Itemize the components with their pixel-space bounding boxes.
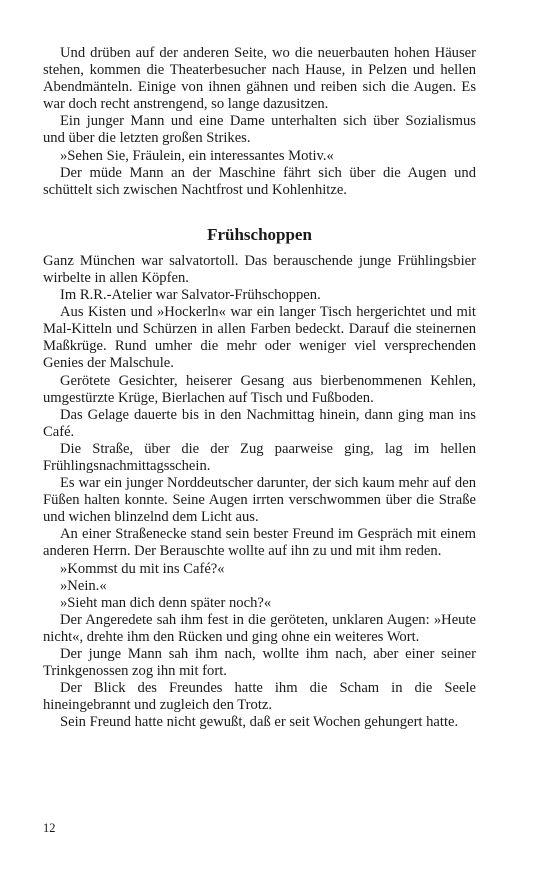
paragraph: Sein Freund hatte nicht gewußt, daß er seit Wochen gehungert hatte. — [60, 714, 459, 731]
paragraph: Der müde Mann an der Maschine fährt sich über die Augen und schüttelt sich zwischen Nachtfrost und Kohlenhitze. — [43, 164, 476, 198]
paragraph: Der Blick des Freundes hatte ihm die Scham in die Seele hineingebrannt und zugleich den Trotz. — [43, 680, 476, 714]
paragraph: »Sehen Sie, Fräulein, ein interessantes Motiv.« — [60, 147, 334, 164]
paragraph: Und drüben auf der anderen Seite, wo die neuerbauten hohen Häuser stehen, kommen die Theaterbesucher nach Hause, in Pelzen und hellen Abendmänteln. Einige von ihnen gähnen und reiben sich die Augen. Es war doch recht anstrengend, so lange dazusitzen. — [43, 45, 476, 113]
paragraph: Der junge Mann sah ihm nach, wollte ihm nach, aber einer seiner Trinkgenossen zog ihn mit fort. — [43, 646, 476, 680]
paragraph: Ganz München war salvatortoll. Das berauschende junge Frühlingsbier wirbelte in allen Köpfen. — [43, 252, 476, 286]
paragraph: Gerötete Gesichter, heiserer Gesang aus bierbenommenen Kehlen, umgestürzte Krüge, Bierlachen auf Tisch und Fußboden. — [43, 372, 476, 406]
section-title: Frühschoppen — [207, 224, 312, 244]
dialogue-line: »Nein.« — [60, 577, 107, 594]
paragraph: An einer Straßenecke stand sein bester Freund im Gespräch mit einem anderen Herrn. Der Berauschte wollte auf ihn zu und mit ihm reden. — [43, 526, 476, 560]
paragraph: Der Angeredete sah ihm fest in die geröteten, unklaren Augen: »Heute nicht«, drehte ihm den Rücken und ging ohne ein weiteres Wort. — [43, 611, 476, 645]
page-body — [43, 45, 476, 731]
paragraph: Das Gelage dauerte bis in den Nachmittag hinein, dann ging man ins Café. — [43, 406, 476, 440]
paragraph: Im R.R.-Atelier war Salvator-Frühschoppen. — [60, 287, 321, 304]
dialogue-line: »Kommst du mit ins Café?« — [60, 560, 225, 577]
paragraph: Es war ein junger Norddeutscher darunter, der sich kaum mehr auf den Füßen halten konnte. Seine Augen irrten verschwommen über die Straße und wichen blinzelnd dem Licht aus. — [43, 475, 476, 526]
dialogue-line: »Sieht man dich denn später noch?« — [60, 594, 272, 611]
page-number: 12 — [43, 821, 56, 835]
paragraph: Ein junger Mann und eine Dame unterhalten sich über Sozialismus und über die letzten großen Strikes. — [43, 113, 476, 147]
paragraph: Die Straße, über die der Zug paarweise ging, lag im hellen Frühlingsnachmittagsschein. — [43, 440, 476, 474]
paragraph: Aus Kisten und »Hockerln« war ein langer Tisch hergerichtet und mit Mal-Kitteln und Schürzen in allen Farben bedeckt. Darauf die steinernen Maßkrüge. Rund umher die mehr oder weniger viel versprechenden Genies der Malschule. — [43, 304, 476, 372]
